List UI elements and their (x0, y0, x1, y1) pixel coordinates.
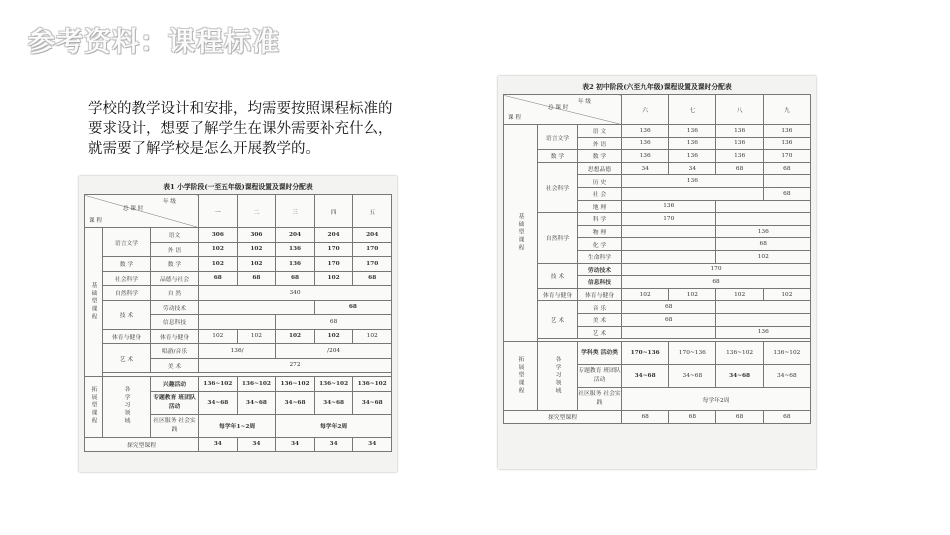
hours-cell: 136 (716, 326, 811, 339)
hours-cell: 68 (669, 411, 716, 424)
hours-cell: 102 (314, 329, 353, 344)
subject-label: 探究型课程 (504, 411, 622, 424)
table-row (504, 125, 811, 138)
hours-cell: 170 (622, 263, 811, 276)
table-row (85, 344, 392, 359)
group-label: 自然科学 (103, 286, 151, 301)
hours-cell: 34 (353, 437, 392, 452)
table-row (85, 377, 392, 392)
intro-paragraph: 学校的教学设计和安排，均需要按照课程标准的要求设计，想要了解学生在课外需要补充什么，就需要了解学校是怎么开展教学的。 (88, 101, 393, 157)
subject-label: 历 史 (578, 175, 622, 188)
subject-label: 思想品德 (578, 162, 622, 175)
corner-hours-label: 总 课 时 (123, 206, 144, 212)
table-row (504, 162, 811, 175)
grade-header: 二 (237, 195, 276, 228)
hours-cell: 68 (763, 187, 810, 200)
hours-cell: 102 (622, 288, 669, 301)
hours-cell: 136 (716, 225, 811, 238)
section-ext-label: 拓展型课程 (504, 342, 538, 411)
group-label: 各学习领域 (538, 342, 578, 411)
empty-cell (716, 301, 811, 314)
subject-label: 劳动技术 (578, 263, 622, 276)
group-label: 语言文学 (103, 228, 151, 257)
hours-cell: 306 (237, 228, 276, 243)
empty-cell (199, 315, 276, 330)
hours-cell: 102 (199, 242, 238, 257)
subject-label: 劳动技术 (151, 300, 199, 315)
subject-label: 生命科学 (578, 250, 622, 263)
table-row (504, 213, 811, 226)
hours-cell: 102 (199, 257, 238, 272)
subject-label: 专题教育 班团队活动 (578, 365, 622, 388)
table2-caption: 表2 初中阶段(六至九年级)课程设置及课时分配表 (582, 83, 732, 91)
hours-cell: 68 (622, 301, 716, 314)
hours-cell: 136~102 (276, 377, 315, 392)
subject-label: 品德与社会 (151, 271, 199, 286)
table-row (85, 329, 392, 344)
subject-label: 学科类 活动类 (578, 342, 622, 365)
subject-label: 外 语 (578, 137, 622, 150)
hours-cell: 136/ (199, 344, 276, 359)
hours-cell: 68 (716, 162, 763, 175)
table-row (504, 150, 811, 163)
hours-cell: 136 (622, 150, 669, 163)
hours-cell: 34 (276, 437, 315, 452)
hours-cell: 136 (716, 125, 763, 138)
hours-cell: 170 (622, 213, 716, 226)
group-label: 社会科学 (103, 271, 151, 286)
hours-cell: 136 (669, 125, 716, 138)
hours-cell: 136 (622, 200, 716, 213)
subject-label: 社区服务 社会实践 (151, 414, 199, 437)
subject-label: 信息科技 (578, 276, 622, 289)
hours-cell: 136 (716, 150, 763, 163)
hours-cell: 34~68 (237, 391, 276, 414)
corner-hours-label: 总 课 时 (548, 105, 569, 111)
hours-cell: 136 (276, 242, 315, 257)
hours-cell: 136 (622, 175, 764, 188)
section-base-label: 基础型课程 (504, 125, 538, 342)
table-row (504, 342, 811, 365)
subject-label: 美 术 (578, 313, 622, 326)
hours-cell: 102 (199, 329, 238, 344)
hours-cell: 34~68 (669, 365, 716, 388)
group-label: 数 学 (538, 150, 578, 163)
hours-cell: 68 (716, 238, 811, 251)
hours-cell: 170~136 (669, 342, 716, 365)
hours-cell: 102 (237, 242, 276, 257)
empty-cell (622, 326, 716, 339)
hours-cell: 34~68 (716, 365, 763, 388)
hours-cell: 34 (669, 162, 716, 175)
hours-cell: 204 (353, 228, 392, 243)
hours-cell: 170 (353, 257, 392, 272)
table-row (85, 195, 392, 228)
group-label: 体育与健身 (538, 288, 578, 301)
hours-cell: 每学年2周 (276, 414, 392, 437)
hours-cell: 102 (314, 271, 353, 286)
section-ext-label: 拓展型课程 (85, 377, 103, 438)
hours-cell: 102 (669, 288, 716, 301)
hours-cell: 34~68 (353, 391, 392, 414)
group-label: 各学习领域 (103, 377, 151, 438)
table-row (504, 263, 811, 276)
hours-cell: 68 (622, 276, 811, 289)
subject-label: 专题教育 班团队活动 (151, 391, 199, 414)
hours-cell: 170 (314, 242, 353, 257)
hours-cell: 102 (237, 257, 276, 272)
corner-grade-label: 年 级 (578, 99, 592, 105)
hours-cell: 34~68 (199, 391, 238, 414)
table2 (503, 94, 811, 424)
hours-cell: 136 (716, 137, 763, 150)
hours-cell: 136~102 (353, 377, 392, 392)
subject-label: 艺 术 (578, 326, 622, 339)
subject-label: 信息科技 (151, 315, 199, 330)
table-row (85, 437, 392, 452)
subject-label: 音 乐 (578, 301, 622, 314)
primary-school-table-image (79, 176, 397, 472)
hours-cell: 68 (199, 271, 238, 286)
group-label: 社会科学 (538, 162, 578, 212)
hours-cell: 68 (622, 411, 669, 424)
hours-cell: 136 (669, 137, 716, 150)
hours-cell: 102 (763, 288, 810, 301)
group-label: 艺 术 (538, 301, 578, 339)
hours-cell: 102 (353, 329, 392, 344)
table-row (504, 301, 811, 314)
hours-cell: 170 (763, 150, 810, 163)
hours-cell: 102 (716, 250, 811, 263)
hours-cell: 136~102 (763, 342, 810, 365)
hours-cell: 136 (276, 257, 315, 272)
subject-label: 科 学 (578, 213, 622, 226)
hours-cell: 136 (763, 137, 810, 150)
hours-cell: 102 (237, 329, 276, 344)
section-base-label: 基础型课程 (85, 228, 103, 377)
hours-cell: 306 (199, 228, 238, 243)
corner-course-label: 课 程 (89, 218, 102, 224)
table-row (85, 271, 392, 286)
hours-cell: 34~68 (763, 365, 810, 388)
hours-cell: 136~102 (716, 342, 763, 365)
hours-cell: 68 (276, 315, 392, 330)
hours-cell: 每学年1~2周 (199, 414, 276, 437)
grade-header: 四 (314, 195, 353, 228)
hours-cell: 204 (314, 228, 353, 243)
subject-label: 物 理 (578, 225, 622, 238)
subject-label: 数 学 (151, 257, 199, 272)
hours-cell: 34~68 (314, 391, 353, 414)
hours-cell: 102 (716, 288, 763, 301)
subject-label: 兴趣活动 (151, 377, 199, 392)
hours-cell: 34 (237, 437, 276, 452)
grade-header: 八 (716, 95, 763, 125)
grade-header: 九 (763, 95, 810, 125)
table1 (84, 194, 392, 452)
group-label: 自然科学 (538, 213, 578, 263)
empty-cell (716, 213, 811, 226)
hours-cell: 170 (314, 257, 353, 272)
group-label: 艺 术 (103, 344, 151, 373)
hours-cell: 204 (276, 228, 315, 243)
hours-cell: 136~102 (199, 377, 238, 392)
group-label: 体育与健身 (103, 329, 151, 344)
hours-cell: 136 (763, 125, 810, 138)
hours-cell: 272 (199, 358, 392, 373)
hours-cell: 68 (622, 313, 716, 326)
hours-cell: 136~102 (314, 377, 353, 392)
subject-label: 外 语 (151, 242, 199, 257)
corner-course-label: 课 程 (508, 115, 521, 121)
hours-cell: 170~136 (622, 342, 669, 365)
hours-cell: 每学年2周 (622, 388, 811, 411)
empty-cell (199, 300, 315, 315)
empty-cell (763, 175, 810, 188)
subject-label: 体育与健身 (578, 288, 622, 301)
group-label: 技 术 (538, 263, 578, 288)
hours-cell: 68 (353, 271, 392, 286)
subject-label: 地 理 (578, 200, 622, 213)
grade-header: 三 (276, 195, 315, 228)
subject-label: 语 文 (578, 125, 622, 138)
hours-cell: 340 (199, 286, 392, 301)
hours-cell: 136~102 (237, 377, 276, 392)
subject-label: 自 然 (151, 286, 199, 301)
empty-cell (622, 250, 716, 263)
subject-label: 唱游/音乐 (151, 344, 199, 359)
empty-cell (622, 225, 716, 238)
hours-cell: 68 (763, 162, 810, 175)
hours-cell: 136 (622, 125, 669, 138)
hours-cell: 34 (622, 162, 669, 175)
hours-cell: 34~68 (276, 391, 315, 414)
subject-label: 体育与健身 (151, 329, 199, 344)
subject-label: 数 学 (578, 150, 622, 163)
table2-corner-cell (504, 95, 622, 125)
subject-label: 探究型课程 (85, 437, 199, 452)
group-label: 数 学 (103, 257, 151, 272)
grade-header: 一 (199, 195, 238, 228)
subject-label: 美 术 (151, 358, 199, 373)
middle-school-table-image (498, 76, 816, 469)
hours-cell: /204 (276, 344, 392, 359)
table-row (504, 288, 811, 301)
hours-cell: 170 (353, 242, 392, 257)
table-row (85, 228, 392, 243)
subject-label: 社区服务 社会实践 (578, 388, 622, 411)
empty-cell (716, 200, 811, 213)
hours-cell: 34 (314, 437, 353, 452)
hours-cell: 68 (716, 411, 763, 424)
hours-cell: 68 (276, 271, 315, 286)
empty-cell (716, 313, 811, 326)
empty-cell (622, 187, 764, 200)
table1-corner-cell (85, 195, 199, 228)
table-row (85, 257, 392, 272)
hours-cell: 34~68 (622, 365, 669, 388)
hours-cell: 34 (199, 437, 238, 452)
hours-cell: 68 (237, 271, 276, 286)
hours-cell: 68 (763, 411, 810, 424)
table-row (85, 300, 392, 315)
subject-label: 社 会 (578, 187, 622, 200)
hours-cell: 136 (669, 150, 716, 163)
subject-label: 语文 (151, 228, 199, 243)
group-label: 语言文学 (538, 125, 578, 150)
group-label: 技 术 (103, 300, 151, 329)
grade-header: 五 (353, 195, 392, 228)
table-row (504, 95, 811, 125)
slide-title: 参考资料：课程标准 (28, 27, 280, 58)
table-row (85, 286, 392, 301)
table1-caption: 表1 小学阶段(一至五年级)课程设置及课时分配表 (163, 183, 313, 191)
hours-cell: 68 (314, 300, 391, 315)
hours-cell: 136 (622, 137, 669, 150)
corner-grade-label: 年 级 (163, 199, 177, 205)
subject-label: 化 学 (578, 238, 622, 251)
grade-header: 六 (622, 95, 669, 125)
hours-cell: 102 (276, 329, 315, 344)
table-row (504, 411, 811, 424)
grade-header: 七 (669, 95, 716, 125)
empty-cell (622, 238, 716, 251)
